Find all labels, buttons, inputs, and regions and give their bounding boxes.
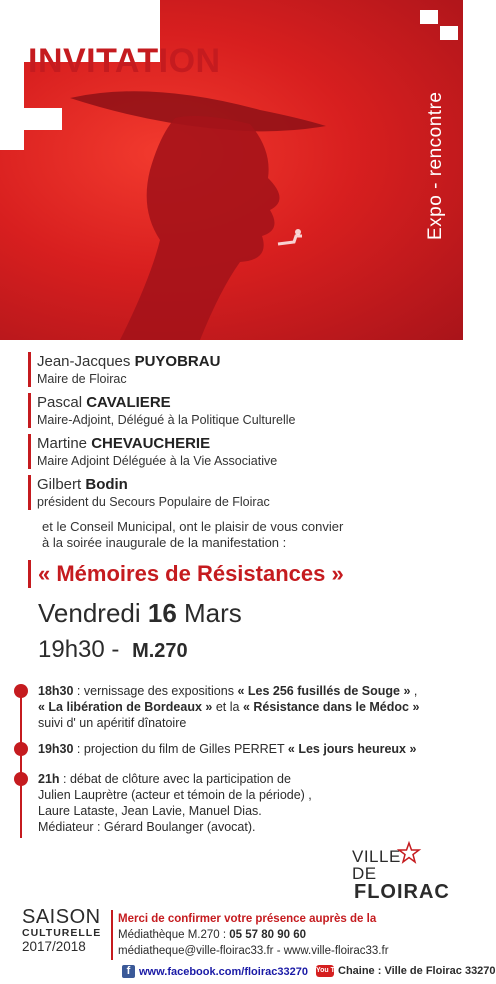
ville-de-floirac-logo: VILLE DE FLOIRAC: [352, 847, 450, 903]
host-name: Jean-Jacques PUYOBRAU: [37, 353, 221, 370]
host-role: Maire Adjoint Déléguée à la Vie Associative: [37, 454, 278, 468]
program-line: Julien Lauprètre (acteur et témoin de la période) ,: [38, 788, 312, 802]
program-line: « La libération de Bordeaux » et la « Résistance dans le Médoc »: [38, 700, 420, 714]
timeline-dot-icon: [14, 684, 28, 698]
facebook-link[interactable]: f www.facebook.com/floirac33270: [122, 965, 308, 978]
invitation-title: INVITATION: [28, 42, 221, 80]
timeline-line: [20, 688, 22, 838]
intro-line: et le Conseil Municipal, ont le plaisir de vous convier: [42, 519, 344, 534]
timeline-dot-icon: [14, 772, 28, 786]
host-name: Pascal CAVALIERE: [37, 394, 171, 411]
timeline-dot-icon: [14, 742, 28, 756]
host-entry: [28, 434, 448, 469]
event-title: « Mémoires de Résistances »: [28, 560, 344, 588]
event-date: Vendredi 16 Mars: [38, 598, 242, 628]
program-line: 19h30 : projection du film de Gilles PERRET « Les jours heureux »: [38, 742, 417, 756]
saison-culturelle-logo: SAISON CULTURELLE 2017/2018: [22, 906, 102, 954]
host-name: Martine CHEVAUCHERIE: [37, 435, 211, 452]
social-links: [122, 965, 496, 981]
intro-line: à la soirée inaugurale de la manifestation :: [42, 535, 287, 550]
program-item: [38, 683, 458, 731]
youtube-link[interactable]: You Tube Chaine : Ville de Floirac 33270: [316, 965, 496, 977]
program-line: 21h : débat de clôture avec la participation de: [38, 772, 291, 786]
host-name: Gilbert Bodin: [37, 476, 128, 493]
program-timeline: [0, 680, 463, 850]
phone-number: 05 57 80 90 60: [229, 929, 306, 941]
hosts-list: [28, 352, 448, 516]
program-item: [38, 771, 458, 835]
program-line: Médiateur : Gérard Boulanger (avocat).: [38, 820, 256, 834]
phone-line: Médiathèque M.270 : 05 57 80 90 60: [118, 929, 306, 941]
expo-rencontre-label: Expo - rencontre: [425, 91, 446, 240]
host-role: Maire-Adjoint, Délégué à la Politique Culturelle: [37, 413, 296, 427]
host-entry: [28, 475, 448, 510]
program-line: suivi d' un apéritif dînatoire: [38, 716, 187, 730]
youtube-icon: You Tube: [316, 965, 334, 977]
header-banner: [0, 0, 463, 340]
footer-divider: [111, 910, 113, 960]
host-role: Maire de Floirac: [37, 372, 127, 386]
program-item: [38, 741, 458, 757]
rsvp-contact: [118, 911, 389, 959]
rsvp-text: Merci de confirmer votre présence auprès de la: [118, 913, 377, 925]
email-website-line[interactable]: médiatheque@ville-floirac33.fr - www.ville-floirac33.fr: [118, 945, 389, 957]
program-line: Laure Lataste, Jean Lavie, Manuel Dias.: [38, 804, 262, 818]
host-entry: [28, 393, 448, 428]
program-line: 18h30 : vernissage des expositions « Les 256 fusillés de Souge » ,: [38, 684, 418, 698]
facebook-icon: f: [122, 965, 135, 978]
host-role: président du Secours Populaire de Floirac: [37, 495, 270, 509]
intro-text: [42, 519, 442, 551]
star-icon: [398, 842, 420, 864]
event-time: 19h30 - M.270: [38, 636, 188, 663]
host-entry: [28, 352, 448, 387]
event-venue: M.270: [132, 640, 188, 662]
